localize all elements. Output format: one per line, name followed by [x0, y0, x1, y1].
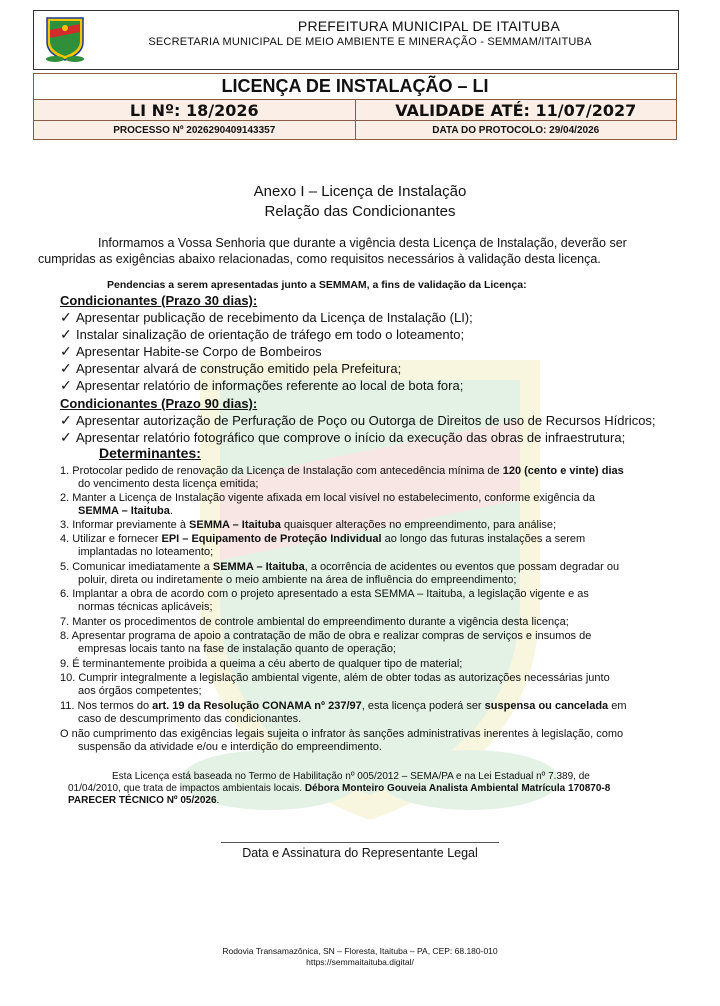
basis-line-2: 01/04/2010, que trata de impactos ambientais locais. Débora Monteiro Gouveia Analista Ambiental Matrícula 170870-8 [68, 783, 611, 794]
check-icon: ✓ [60, 377, 72, 393]
header-title: PREFEITURA MUNICIPAL DE ITAITUBA [297, 18, 560, 34]
determinante-2-cont: SEMMA – Itaituba. [78, 505, 173, 517]
determinante-11: 11. Nos termos do art. 19 da Resolução CONAMA nº 237/97, esta licença poderá ser suspensa ou cancelada em [60, 700, 627, 712]
group30-item: ✓ Apresentar publicação de recebimento da Licença de Instalação (LI); [60, 309, 473, 325]
determinante-6-cont: normas técnicas aplicáveis; [78, 601, 213, 613]
check-icon: ✓ [60, 412, 72, 428]
municipal-crest-icon [43, 14, 87, 64]
basis-line-1: Esta Licença está baseada no Termo de Habilitação nº 005/2012 – SEMA/PA e na Lei Estadual nº 7.389, de [112, 771, 590, 782]
basis-line-3: PARECER TÉCNICO Nº 05/2026. [68, 795, 220, 806]
check-icon: ✓ [60, 343, 72, 359]
determinante-5-cont: poluir, direta ou indiretamente o meio ambiente na área de influência do empreendimento; [78, 574, 517, 586]
check-icon: ✓ [60, 429, 72, 445]
determinante-5: 5. Comunicar imediatamente a SEMMA – Itaituba, a ocorrência de acidentes ou eventos que possam degradar ou [60, 561, 620, 573]
annex-subtitle: Relação das Condicionantes [264, 203, 456, 220]
determinante-2: 2. Manter a Licença de Instalação vigente afixada em local visível no estabelecimento, conforme exigência da [60, 492, 596, 504]
check-icon: ✓ [60, 309, 72, 325]
determinante-8: 8. Apresentar programa de apoio a contratação de mão de obra e realizar compras de serviços e insumos de [60, 630, 592, 642]
license-table [33, 73, 677, 140]
protocol-date: DATA DO PROTOCOLO: 29/04/2026 [355, 121, 677, 140]
signature-label: Data e Assinatura do Representante Legal [242, 846, 478, 860]
pending-title: Pendencias a serem apresentadas junto a SEMMAM, a fins de validação da Licença: [107, 279, 527, 291]
header-subtitle: SECRETARIA MUNICIPAL DE MEIO AMBIENTE E MINERAÇÃO - SEMMAM/ITAITUBA [148, 36, 592, 48]
license-validity: VALIDADE ATÉ: 11/07/2027 [355, 100, 677, 121]
footer-address: Rodovia Transamazônica, SN – Floresta, Itaituba – PA, CEP: 68.180-010 [222, 946, 498, 956]
determinante-3: 3. Informar previamente à SEMMA – Itaituba quaisquer alterações no empreendimento, para análise; [60, 519, 557, 531]
group30-item: ✓ Apresentar alvará de construção emitido pela Prefeitura; [60, 360, 402, 376]
license-number: LI Nº: 18/2026 [34, 100, 356, 121]
determinante-1-cont: do vencimento desta licença emitida; [78, 478, 259, 490]
check-icon: ✓ [60, 360, 72, 376]
signature-line [221, 842, 499, 843]
group90-title: Condicionantes (Prazo 90 dias): [60, 396, 258, 411]
determinante-7: 7. Manter os procedimentos de controle ambiental do empreendimento durante a vigência desta licença; [60, 616, 569, 628]
determinante-11-cont: caso de descumprimento das condicionantes. [78, 713, 302, 725]
license-title: LICENÇA DE INSTALAÇÃO – LI [34, 74, 677, 100]
determinante-4-cont: implantadas no loteamento; [78, 546, 214, 558]
determinante-10-cont: aos órgãos competentes; [78, 685, 202, 697]
determinante-6: 6. Implantar a obra de acordo com o projeto apresentado a esta SEMMA – Itaituba, a legislação vigente e as [60, 588, 589, 600]
determinante-note-cont: suspensão da atividade e/ou e interdição do empreendimento. [78, 741, 382, 753]
determinante-9: 9. É terminantemente proibida a queima a céu aberto de qualquer tipo de material; [60, 658, 463, 670]
group90-item: ✓ Apresentar relatório fotográfico que comprove o início da execução das obras de infraestrutura; [60, 429, 626, 445]
group30-title: Condicionantes (Prazo 30 dias): [60, 293, 258, 308]
check-icon: ✓ [60, 326, 72, 342]
group90-item: ✓ Apresentar autorização de Perfuração de Poço ou Outorga de Direitos de uso de Recursos Hídricos; [60, 412, 656, 428]
determinante-10: 10. Cumprir integralmente a legislação ambiental vigente, além de obter todas as autorizações necessárias junto [60, 672, 610, 684]
group30-item: ✓ Apresentar relatório de informações referente ao local de bota fora; [60, 377, 464, 393]
footer-url: https://semmaitaituba.digital/ [306, 957, 414, 967]
intro-line-1: Informamos a Vossa Senhoria que durante a vigência desta Licença de Instalação, deverão ser [98, 236, 627, 250]
process-number: PROCESSO Nº 2026290409143357 [34, 121, 356, 140]
determinante-note: O não cumprimento das exigências legais sujeita o infrator às sanções administrativas inerentes à legislação, como [60, 728, 624, 740]
determinantes-title: Determinantes: [99, 445, 201, 461]
annex-title: Anexo I – Licença de Instalação [253, 183, 467, 200]
determinante-8-cont: empresas locais tanto na fase de instalação quanto de operação; [78, 643, 396, 655]
group30-item: ✓ Instalar sinalização de orientação de tráfego em todo o loteamento; [60, 326, 465, 342]
determinante-4: 4. Utilizar e fornecer EPI – Equipamento de Proteção Individual ao longo das futuras instalações a serem [60, 533, 586, 545]
determinante-1: 1. Protocolar pedido de renovação da Licença de Instalação com antecedência mínima de 120 (cento e vinte) dias [60, 465, 624, 477]
intro-line-2: cumpridas as exigências abaixo relacionadas, como requisitos necessários à validação desta licença. [38, 252, 601, 266]
group30-item: ✓ Apresentar Habite-se Corpo de Bombeiros [60, 343, 322, 359]
